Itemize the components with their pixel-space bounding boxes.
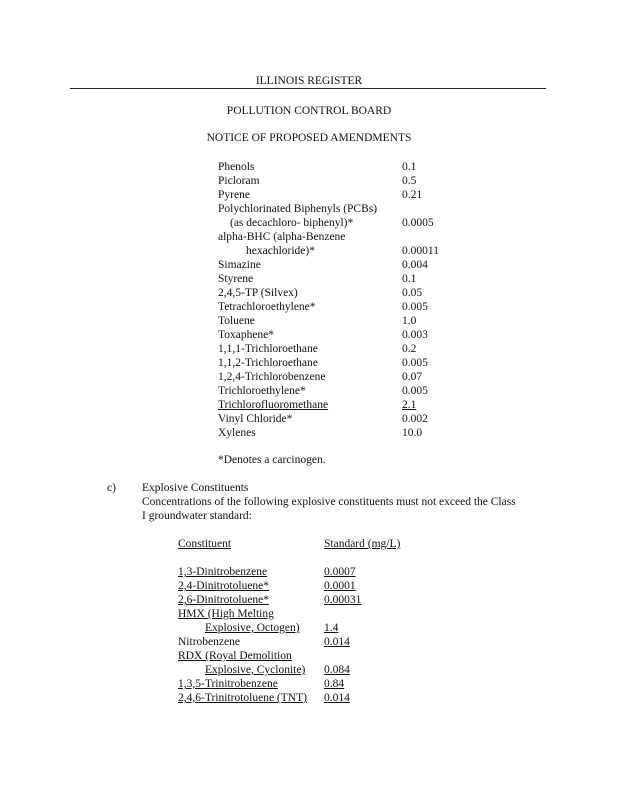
constituent-value: 0.0001 [324,580,356,592]
column-header-standard: Standard (mg/L) [324,538,401,550]
constituent-value: 0.07 [402,371,423,383]
constituent-value: 0.1 [402,273,417,285]
constituent-value: 0.014 [324,692,350,704]
constituent-value: 0.004 [402,259,428,271]
constituent-value: 0.084 [324,664,350,676]
constituent-value: 0.00011 [402,245,439,257]
constituent-value: 1.4 [324,622,339,634]
constituent-name: Explosive, Cyclonite) [205,664,306,676]
constituent-value: 0.005 [402,357,428,369]
section-label: c) [107,482,116,494]
constituent-name: Explosive, Octogen) [205,622,300,634]
section-text-line2: I groundwater standard: [142,510,252,522]
constituent-value: 0.0005 [402,217,434,229]
section-title: Explosive Constituents [142,482,249,494]
constituent-name: 2,4,6-Trinitrotoluene (TNT) [178,692,307,704]
constituent-value: 0.0007 [324,566,356,578]
constituent-name: 1,1,2-Trichloroethane [218,357,318,369]
constituent-name: Tetrachloroethylene* [218,301,316,313]
section-text-line1: Concentrations of the following explosive constituents must not exceed the Class [142,496,516,508]
constituent-name: hexachloride)* [246,245,315,257]
constituent-name: Polychlorinated Biphenyls (PCBs) [218,203,378,215]
constituent-name: HMX (High Melting [178,608,274,620]
constituent-name: RDX (Royal Demolition [178,650,292,662]
constituent-name: Toluene [218,315,255,327]
constituent-value: 10.0 [402,427,423,439]
notice-title: NOTICE OF PROPOSED AMENDMENTS [206,132,412,144]
constituent-name: Nitrobenzene [178,636,240,648]
constituent-value: 0.005 [402,301,428,313]
constituent-name: Vinyl Chloride* [218,413,293,425]
carcinogen-note: *Denotes a carcinogen. [218,454,326,466]
constituent-name: 2,6-Dinitrotoluene* [178,594,270,606]
constituent-value: 0.05 [402,287,423,299]
constituent-name: Xylenes [218,427,256,439]
constituent-name: Toxaphene* [218,329,275,341]
column-header-constituent: Constituent [178,538,232,550]
constituent-name: Styrene [218,273,254,285]
register-title: ILLINOIS REGISTER [255,75,363,87]
constituent-name: 2,4-Dinitrotoluene* [178,580,270,592]
constituent-value: 0.00031 [324,594,362,606]
constituent-name: Simazine [218,259,261,271]
board-title: POLLUTION CONTROL BOARD [226,105,392,117]
constituent-name: Picloram [218,175,260,187]
constituent-name: Pyrene [218,189,250,201]
constituent-value: 0.005 [402,385,428,397]
constituent-name: 1,3-Dinitrobenzene [178,566,268,578]
constituent-value: 0.003 [402,329,428,341]
constituent-value: 0.5 [402,175,417,187]
constituent-value: 2.1 [402,399,417,411]
constituent-name: Trichloroethylene* [218,385,306,397]
constituent-name: (as decachloro- biphenyl)* [230,217,354,229]
constituent-value: 1.0 [402,315,417,327]
constituent-value: 0.21 [402,189,423,201]
constituent-name: 2,4,5-TP (Silvex) [218,287,298,299]
constituent-name: alpha-BHC (alpha-Benzene [218,231,346,243]
constituent-value: 0.014 [324,636,350,648]
constituent-name: 1,1,1-Trichloroethane [218,343,318,355]
constituent-name: 1,2,4-Trichlorobenzene [218,371,326,383]
constituent-value: 0.002 [402,413,428,425]
constituent-value: 0.2 [402,343,417,355]
constituent-name: 1,3,5-Trinitrobenzene [178,678,278,690]
constituent-value: 0.84 [324,678,345,690]
constituent-name: Trichlorofluoromethane [218,399,329,411]
header-rule [70,88,546,89]
constituent-name: Phenols [218,161,255,173]
constituent-value: 0.1 [402,161,417,173]
